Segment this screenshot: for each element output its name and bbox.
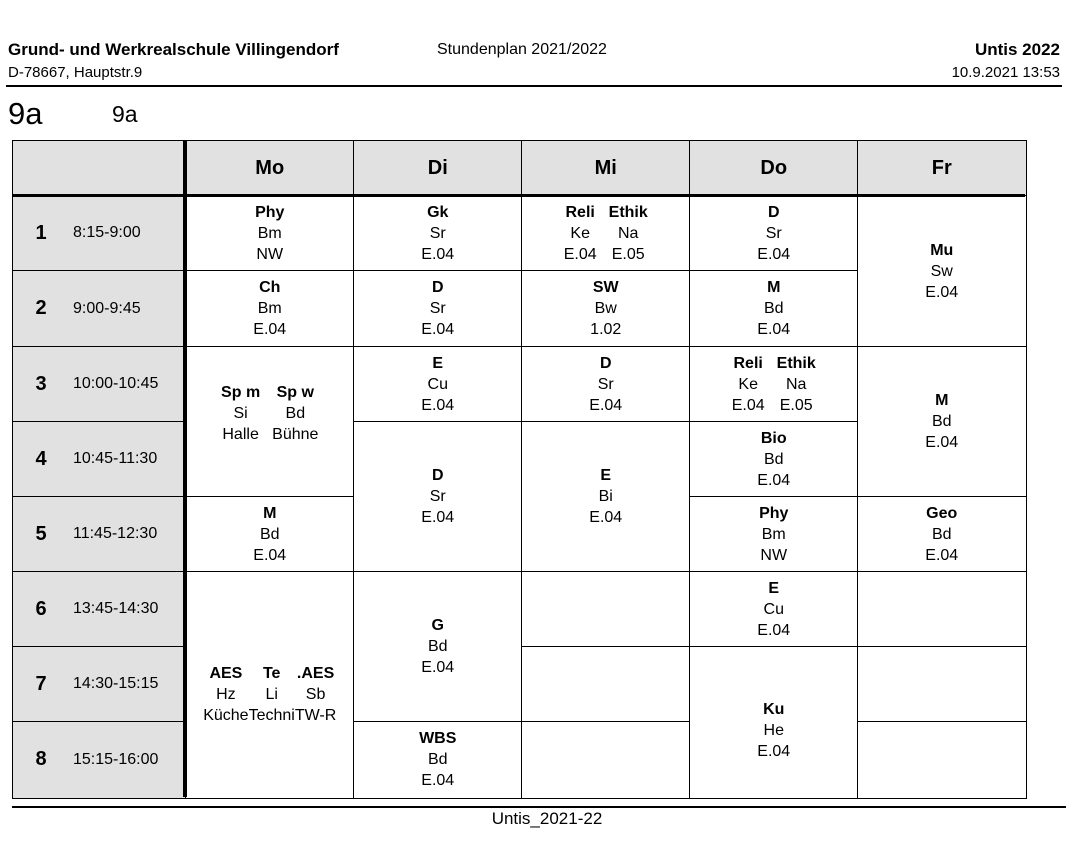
teacher: Sw <box>930 262 953 280</box>
room: E.04 <box>421 509 455 527</box>
subject: Ethik <box>776 354 816 372</box>
subject: M <box>263 504 277 522</box>
teacher: Cu <box>763 600 784 618</box>
lesson-info <box>589 353 622 416</box>
room: E.04 <box>563 245 597 263</box>
day-label: Di <box>427 156 448 179</box>
teacher: He <box>763 721 784 739</box>
day-label: Mi <box>594 156 617 179</box>
lesson-group <box>215 382 266 445</box>
subject: Te <box>262 665 281 683</box>
period-header-7 <box>12 646 187 723</box>
lesson-cell-mo-6-8[interactable] <box>185 571 355 799</box>
room: 1.02 <box>590 321 622 339</box>
room: E.04 <box>731 396 765 414</box>
room: E.04 <box>421 396 455 414</box>
empty-cell-mi-6[interactable] <box>521 571 691 648</box>
room: E.04 <box>925 283 959 301</box>
day-label: Do <box>760 156 788 179</box>
header-divider <box>6 85 1062 87</box>
period-header-5 <box>12 496 187 573</box>
school-name: Grund- und Werkrealschule Villingendorf <box>8 40 339 59</box>
lesson-group <box>203 663 248 726</box>
subject: M <box>935 392 949 410</box>
lesson-cell-mo-2[interactable] <box>185 270 355 348</box>
lesson-cell-di-1[interactable] <box>353 195 523 272</box>
day-header-do <box>689 140 859 197</box>
subject: Phy <box>255 203 285 221</box>
room: Techni <box>248 707 295 725</box>
header-row-divider <box>12 194 1025 198</box>
period-header-8 <box>12 721 187 799</box>
lesson-info <box>419 728 456 791</box>
lesson-info <box>925 390 958 453</box>
room: Halle <box>222 426 259 444</box>
lesson-cell-di-3[interactable] <box>353 346 523 423</box>
teacher: Hz <box>216 686 236 704</box>
teacher: Bi <box>598 488 613 506</box>
lesson-cell-mi-1[interactable] <box>521 195 691 272</box>
lesson-cell-di-6-7[interactable] <box>353 571 523 723</box>
lesson-group <box>558 202 603 265</box>
empty-cell-fr-8[interactable] <box>857 721 1027 799</box>
app-name: Untis 2022 <box>974 40 1060 59</box>
room: E.04 <box>757 742 791 760</box>
period-time: 14:30-15:15 <box>73 675 159 693</box>
lesson-info <box>757 428 790 491</box>
subject: G <box>431 617 444 635</box>
period-time: 13:45-14:30 <box>73 600 159 618</box>
lesson-cell-mo-3-4[interactable] <box>185 346 355 498</box>
room: E.04 <box>421 245 455 263</box>
teacher: Bd <box>427 638 448 656</box>
room: E.05 <box>611 245 645 263</box>
footer-text: Untis_2021-22 <box>491 809 603 828</box>
lesson-info <box>925 240 958 303</box>
teacher: Na <box>785 375 807 393</box>
subject: D <box>431 279 444 297</box>
lesson-group-list <box>558 202 654 265</box>
lesson-cell-mi-4-5[interactable] <box>521 421 691 573</box>
footer-divider <box>12 806 1066 808</box>
lesson-group <box>603 202 654 265</box>
class-name: 9a <box>112 101 138 127</box>
lesson-group <box>726 353 771 416</box>
lesson-cell-fr-1-2[interactable] <box>857 195 1027 348</box>
subject: Ku <box>763 700 785 718</box>
lesson-group-list <box>215 382 324 445</box>
empty-cell-fr-7[interactable] <box>857 646 1027 723</box>
room: E.04 <box>253 321 287 339</box>
lesson-cell-do-2[interactable] <box>689 270 859 348</box>
lesson-group <box>249 663 295 726</box>
room: Küche <box>203 707 249 725</box>
lesson-cell-do-6[interactable] <box>689 571 859 648</box>
teacher: Sr <box>597 375 614 393</box>
plan-title: Stundenplan 2021/2022 <box>437 41 607 58</box>
room: E.04 <box>589 396 623 414</box>
day-label: Mo <box>255 156 285 179</box>
room: E.04 <box>757 245 791 263</box>
lesson-info <box>253 277 286 340</box>
lesson-info <box>757 578 790 641</box>
empty-cell-mi-7[interactable] <box>521 646 691 723</box>
lesson-info <box>757 202 790 265</box>
subject: Gk <box>427 203 449 221</box>
lesson-group-list <box>726 353 822 416</box>
teacher: Bm <box>257 300 282 318</box>
day-header-mi <box>521 140 691 197</box>
teacher: Ke <box>738 375 758 393</box>
lesson-info <box>421 202 454 265</box>
lesson-info <box>255 202 284 265</box>
room: E.04 <box>757 471 791 489</box>
period-time: 15:15-16:00 <box>73 750 159 768</box>
lesson-info <box>421 465 454 528</box>
period-number: 8 <box>35 748 47 771</box>
period-number: 7 <box>35 672 47 695</box>
subject: SW <box>592 279 619 297</box>
subject: D <box>599 354 612 372</box>
day-header-di <box>353 140 523 197</box>
print-date: 10.9.2021 13:53 <box>951 64 1060 81</box>
room: E.04 <box>757 321 791 339</box>
lesson-info <box>925 503 958 566</box>
timetable-grid <box>12 140 1025 797</box>
lesson-cell-do-1[interactable] <box>689 195 859 272</box>
teacher: Si <box>233 405 248 423</box>
day-header-fr <box>857 140 1027 197</box>
room: Bühne <box>272 426 319 444</box>
lesson-info <box>757 699 790 762</box>
period-time: 10:45-11:30 <box>73 450 158 468</box>
lesson-cell-do-7-8[interactable] <box>689 646 859 799</box>
lesson-cell-mi-2[interactable] <box>521 270 691 348</box>
lesson-info <box>421 277 454 340</box>
teacher: Cu <box>427 375 448 393</box>
subject: E <box>432 354 444 372</box>
subject: D <box>767 203 780 221</box>
room: E.04 <box>589 509 623 527</box>
lesson-cell-do-3[interactable] <box>689 346 859 423</box>
header-column-divider <box>183 140 187 797</box>
lesson-cell-do-4[interactable] <box>689 421 859 498</box>
period-time: 11:45-12:30 <box>73 525 158 543</box>
period-number: 1 <box>35 221 47 244</box>
period-number: 4 <box>35 447 47 470</box>
teacher: Na <box>617 224 639 242</box>
period-time: 8:15-9:00 <box>73 224 141 242</box>
school-address: D-78667, Hauptstr.9 <box>8 64 143 81</box>
teacher: Bw <box>594 300 617 318</box>
teacher: Sr <box>765 224 782 242</box>
teacher: Bd <box>427 751 448 769</box>
teacher: Sr <box>429 300 446 318</box>
subject: Sp m <box>221 384 261 402</box>
room: E.05 <box>779 396 813 414</box>
period-time: 9:00-9:45 <box>73 299 141 317</box>
lesson-group <box>771 353 822 416</box>
lesson-group <box>295 663 336 726</box>
teacher: Bd <box>931 525 952 543</box>
subject: Mu <box>930 241 954 259</box>
period-number: 2 <box>35 297 47 320</box>
lesson-group-list <box>203 663 336 726</box>
subject: Reli <box>733 354 763 372</box>
room: NW <box>256 245 284 263</box>
lesson-info <box>421 353 454 416</box>
subject: WBS <box>419 730 457 748</box>
subject: Reli <box>565 203 595 221</box>
lesson-cell-mo-1[interactable] <box>185 195 355 272</box>
empty-cell-fr-6[interactable] <box>857 571 1027 648</box>
subject: Geo <box>926 504 958 522</box>
lesson-cell-di-4-5[interactable] <box>353 421 523 573</box>
lesson-info <box>589 465 622 528</box>
lesson-info <box>757 277 790 340</box>
teacher: Bm <box>257 224 282 242</box>
lesson-cell-di-8[interactable] <box>353 721 523 799</box>
lesson-cell-mi-3[interactable] <box>521 346 691 423</box>
teacher: Bm <box>761 525 786 543</box>
teacher: Bd <box>931 413 952 431</box>
lesson-info <box>253 503 286 566</box>
teacher: Ke <box>570 224 590 242</box>
teacher: Bd <box>259 525 280 543</box>
class-code: 9a <box>8 96 43 131</box>
lesson-group <box>266 382 324 445</box>
teacher: Li <box>265 686 278 704</box>
corner-header <box>12 140 187 197</box>
teacher: Bd <box>763 300 784 318</box>
period-number: 3 <box>35 372 47 395</box>
period-header-3 <box>12 346 187 423</box>
teacher: Bd <box>763 450 784 468</box>
subject: Phy <box>759 504 789 522</box>
day-header-mo <box>185 140 355 197</box>
subject: E <box>600 467 612 485</box>
lesson-info <box>421 615 454 678</box>
subject: D <box>431 467 444 485</box>
subject: Ch <box>259 279 281 297</box>
teacher: Bd <box>285 405 306 423</box>
period-header-4 <box>12 421 187 498</box>
lesson-cell-fr-5[interactable] <box>857 496 1027 573</box>
teacher: Sb <box>305 686 326 704</box>
day-label: Fr <box>931 156 952 179</box>
teacher: Sr <box>429 224 446 242</box>
lesson-cell-fr-3-4[interactable] <box>857 346 1027 498</box>
period-header-1 <box>12 195 187 272</box>
room: E.04 <box>421 321 455 339</box>
subject: Bio <box>760 429 787 447</box>
subject: M <box>767 279 781 297</box>
lesson-info <box>759 503 788 566</box>
period-header-2 <box>12 270 187 348</box>
room: E.04 <box>253 546 287 564</box>
lesson-cell-do-5[interactable] <box>689 496 859 573</box>
subject: .AES <box>296 665 335 683</box>
room: TW-R <box>294 707 337 725</box>
room: E.04 <box>421 659 455 677</box>
subject: AES <box>209 665 243 683</box>
subject: E <box>768 579 780 597</box>
period-number: 6 <box>35 597 47 620</box>
room: E.04 <box>925 546 959 564</box>
subject: Sp w <box>276 384 314 402</box>
lesson-cell-di-2[interactable] <box>353 270 523 348</box>
period-number: 5 <box>35 522 47 545</box>
lesson-cell-mo-5[interactable] <box>185 496 355 573</box>
lesson-info <box>590 277 621 340</box>
empty-cell-mi-8[interactable] <box>521 721 691 799</box>
subject: Ethik <box>608 203 648 221</box>
teacher: Sr <box>429 488 446 506</box>
room: E.04 <box>925 434 959 452</box>
room: E.04 <box>421 772 455 790</box>
room: E.04 <box>757 621 791 639</box>
period-header-6 <box>12 571 187 648</box>
room: NW <box>760 546 788 564</box>
period-time: 10:00-10:45 <box>73 375 159 393</box>
